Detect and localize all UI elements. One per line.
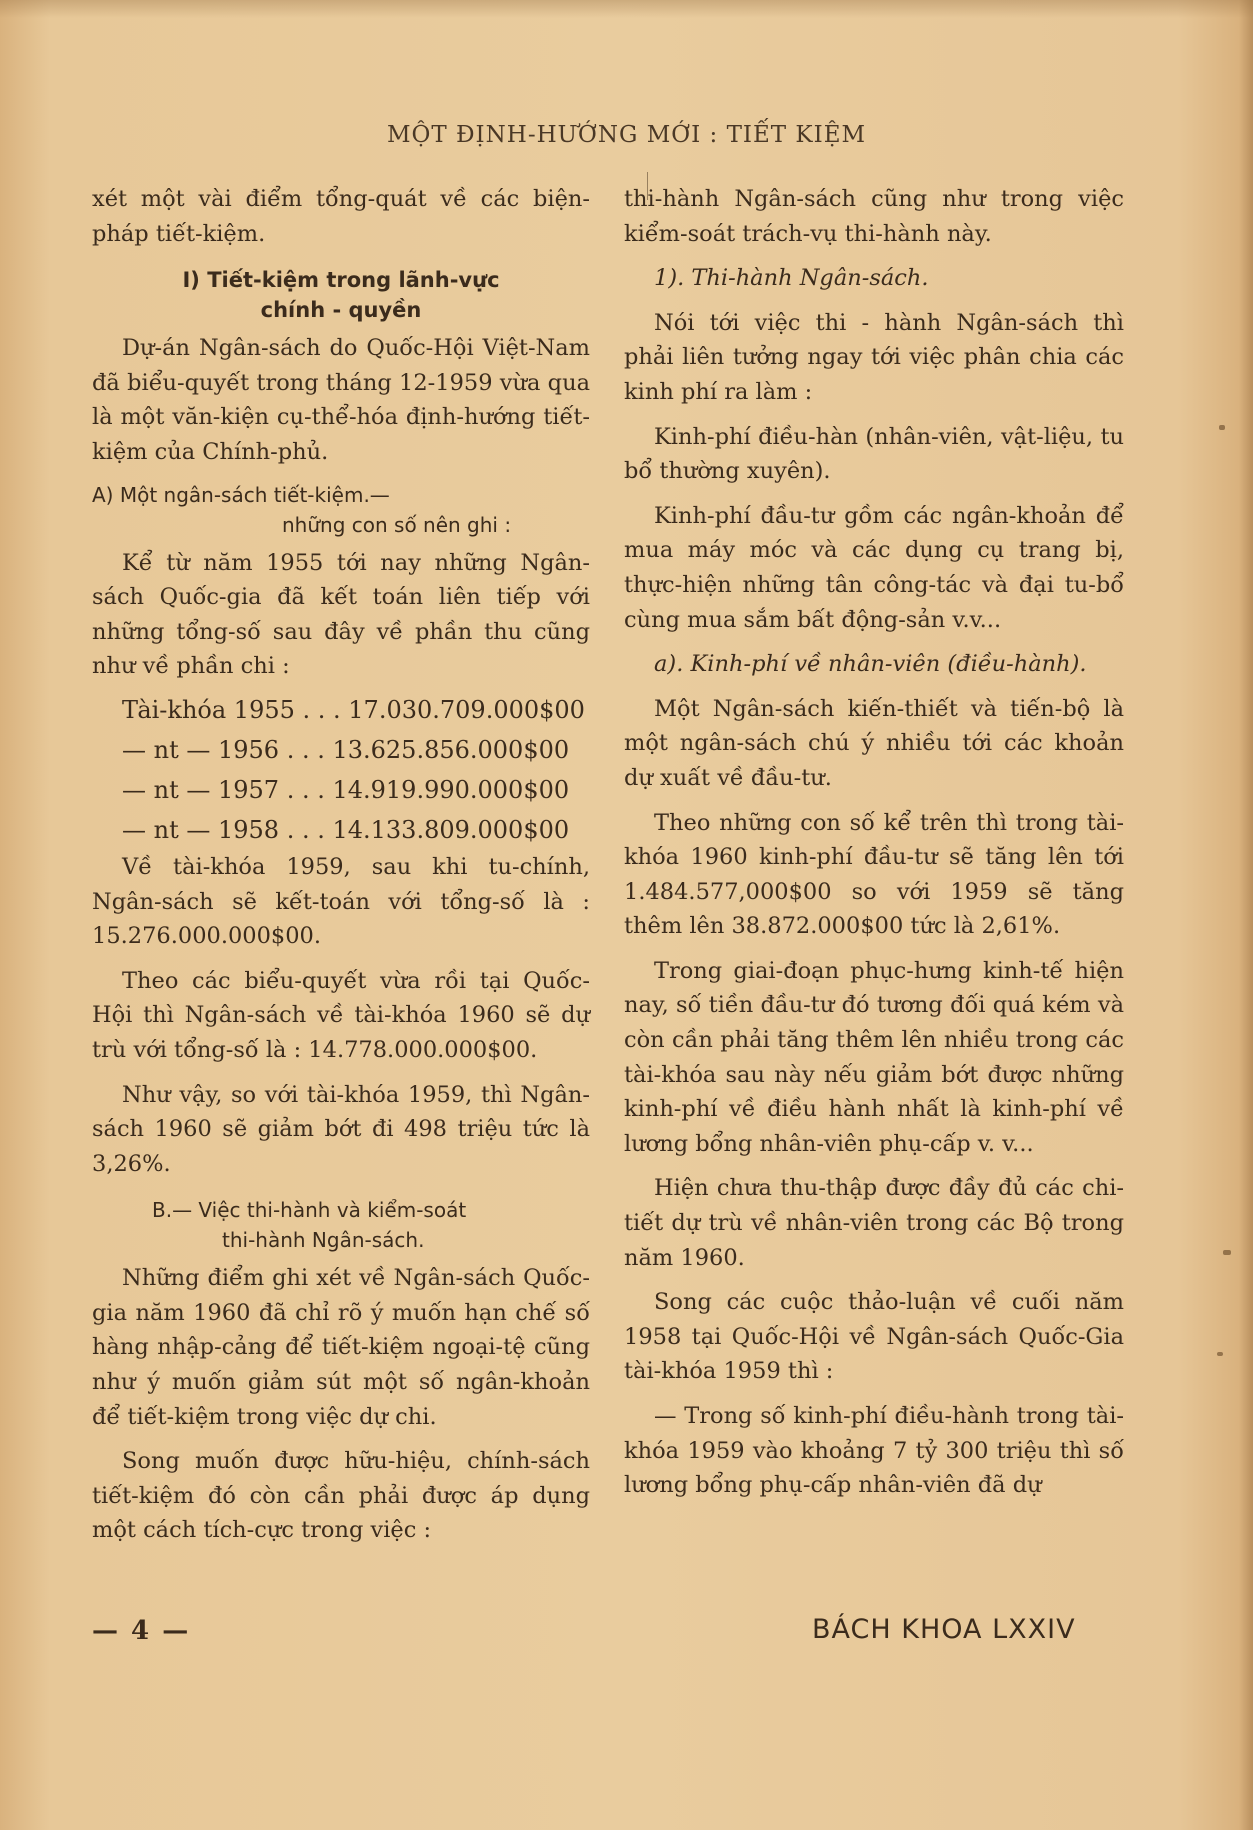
subheading-a-line-2: những con số nên ghi :: [282, 512, 512, 537]
right-paragraph-5: Một Ngân-sách kiến-thiết và tiến-bộ là một ngân-sách chú ý nhiều tới các khoản dự xuất về đầu-tư.: [624, 695, 1124, 791]
right-paragraph-4: Kinh-phí đầu-tư gồm các ngân-khoản để mua máy móc và các dụng cụ trang bị, thực-hiện những tân công-tác và đại tu-bổ cùng mua sắm bất động-sản v.v...: [624, 502, 1124, 633]
right-paragraph-9: Song các cuộc thảo-luận về cuối năm 1958 tại Quốc-Hội về Ngân-sách Quốc-Gia tài-khóa 1959 thì :: [624, 1289, 1124, 1385]
left-paragraph-1: xét một vài điểm tổng-quát về các biện-pháp tiết-kiệm.: [92, 186, 590, 247]
left-paragraph-7: Những điểm ghi xét về Ngân-sách Quốc-gia năm 1960 đã chỉ rõ ý muốn hạn chế số hàng nhập-cảng để tiết-kiệm ngoại-tệ cũng như ý muốn giảm sút một số ngân-khoản để tiết-kiệm trong việc dự chi.: [92, 1265, 590, 1430]
right-column: [624, 182, 1124, 1503]
subheading-b: [92, 1195, 590, 1255]
right-paragraph-2: Nói tới việc thi - hành Ngân-sách thì phải liên tưởng ngay tới việc phân chia các kinh phí ra làm :: [624, 309, 1124, 405]
right-paragraph-3: Kinh-phí điều-hàn (nhân-viên, vật-liệu, tu bổ thường xuyên).: [624, 423, 1124, 485]
subheading-b-line-1: B.— Việc thi-hành và kiểm-soát: [152, 1198, 467, 1223]
right-heading-2: a). Kinh-phí về nhân-viên (điều-hành).: [654, 651, 1087, 678]
page-right-shadow: [1239, 0, 1253, 1830]
budget-figure-1958: — nt — 1958 . . . 14.133.809.000$00: [122, 815, 570, 844]
right-paragraph-7: Trong giai-đoạn phục-hưng kinh-tế hiện nay, số tiền đầu-tư đó tương đối quá kém và còn cần phải tăng thêm lên nhiều trong các tài-khóa sau này nếu giảm bớt được những kinh-phí về điều hành nhất là kinh-phí về lương bổng nhân-viên phụ-cấp v. v...: [624, 957, 1124, 1157]
running-head: MỘT ĐỊNH-HƯỚNG MỚI : TIẾT KIỆM: [386, 122, 867, 148]
subheading-a: [92, 480, 590, 540]
budget-figures: [92, 690, 590, 850]
budget-figure-1956: — nt — 1956 . . . 13.625.856.000$00: [122, 735, 570, 764]
subheading-b-line-2: thi-hành Ngân-sách.: [222, 1228, 425, 1253]
right-paragraph-10: — Trong số kinh-phí điều-hành trong tài-khóa 1959 vào khoảng 7 tỷ 300 triệu thì số lương bổng phụ-cấp nhân-viên đã dự: [624, 1403, 1124, 1499]
magazine-issue: BÁCH KHOA LXXIV: [812, 1614, 1076, 1645]
left-paragraph-8: Song muốn được hữu-hiệu, chính-sách tiết-kiệm đó còn cần phải được áp dụng một cách tích-cực trong việc :: [92, 1448, 590, 1544]
left-paragraph-2: Dự-án Ngân-sách do Quốc-Hội Việt-Nam đã biểu-quyết trong tháng 12-1959 vừa qua là một văn-kiện cụ-thể-hóa định-hướng tiết-kiệm của Chính-phủ.: [92, 335, 590, 465]
left-paragraph-4: Về tài-khóa 1959, sau khi tu-chính, Ngân-sách sẽ kết-toán với tổng-số là : 15.276.000.000$00.: [92, 853, 590, 950]
budget-figure-1957: — nt — 1957 . . . 14.919.990.000$00: [122, 775, 570, 804]
paper-speck: [1219, 425, 1225, 430]
paper-speck: [1217, 1352, 1223, 1356]
budget-figure-1955: Tài-khóa 1955 . . . 17.030.709.000$00: [122, 695, 585, 724]
right-paragraph-8: Hiện chưa thu-thập được đầy đủ các chi-tiết dự trù về nhân-viên trong các Bộ trong năm 1960.: [624, 1175, 1124, 1271]
page-number: — 4 —: [92, 1616, 191, 1646]
right-paragraph-6: Theo những con số kể trên thì trong tài-khóa 1960 kinh-phí đầu-tư sẽ tăng lên tới 1.484.577,000$00 so với 1959 sẽ tăng thêm lên 38.872.000$00 tức là 2,61%.: [624, 809, 1124, 940]
left-paragraph-3: Kể từ năm 1955 tới nay những Ngân-sách Quốc-gia đã kết toán liên tiếp với những tổng-số sau đây về phần thu cũng như về phần chi :: [92, 549, 590, 680]
left-column: [92, 182, 590, 1548]
right-paragraph-1: thi-hành Ngân-sách cũng như trong việc kiểm-soát trách-vụ thi-hành này.: [624, 186, 1124, 247]
right-heading-1: 1). Thi-hành Ngân-sách.: [654, 265, 929, 292]
section-heading-1-line-2: chính - quyền: [260, 298, 422, 323]
page-top-shadow: [0, 0, 1253, 18]
paper-speck: [1223, 1250, 1231, 1255]
section-heading-1-line-1: I) Tiết-kiệm trong lãnh-vực: [182, 268, 500, 293]
left-paragraph-6: Như vậy, so với tài-khóa 1959, thì Ngân-sách 1960 sẽ giảm bớt đi 498 triệu tức là 3,26%.: [92, 1081, 590, 1177]
section-heading-1: [92, 265, 590, 325]
left-paragraph-5: Theo các biểu-quyết vừa rồi tại Quốc-Hội thì Ngân-sách về tài-khóa 1960 sẽ dự trù với tổng-số là : 14.778.000.000$00.: [92, 967, 590, 1063]
subheading-a-line-1: A) Một ngân-sách tiết-kiệm.—: [92, 482, 390, 507]
